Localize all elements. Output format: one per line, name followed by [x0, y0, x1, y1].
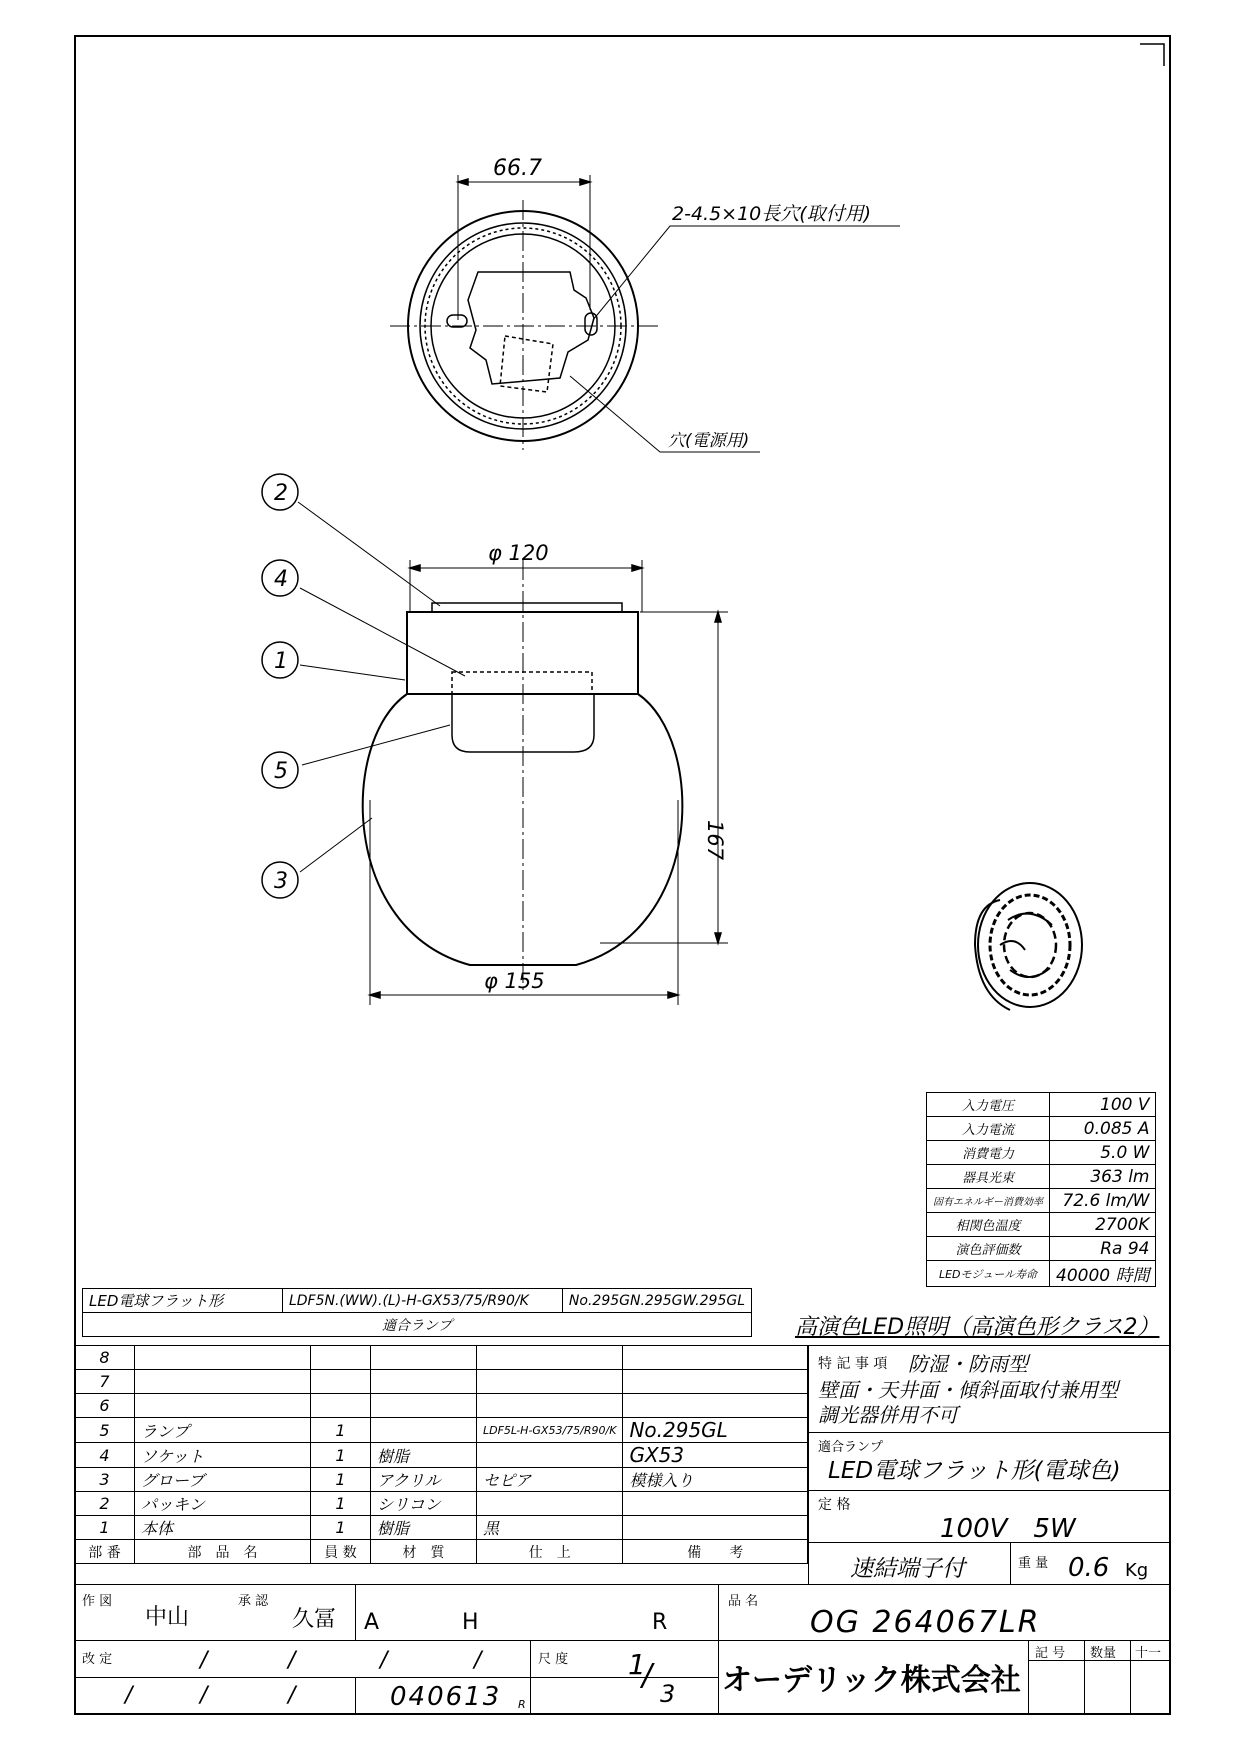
dim-dia-globe: φ 155	[484, 969, 545, 993]
table-row: 7	[75, 1370, 808, 1394]
spec-key: LEDモジュール寿命	[927, 1261, 1050, 1287]
spec-value: 363 lm	[1050, 1165, 1156, 1189]
table-row: 6	[75, 1394, 808, 1418]
rating-label: 定 格	[818, 1497, 851, 1513]
spec-key: 演色評価数	[927, 1237, 1050, 1261]
rev-h: H	[462, 1610, 479, 1635]
slash: /	[380, 1648, 388, 1673]
spec-value: 0.085 A	[1050, 1117, 1156, 1141]
callout-label: 4	[274, 567, 288, 592]
callout-label: 1	[274, 649, 288, 674]
spec-value: 100 V	[1050, 1093, 1156, 1117]
divider	[1084, 1640, 1085, 1715]
date: 040613	[390, 1682, 502, 1712]
parts-table	[74, 1345, 808, 1564]
table-row: 5 ランプ 1 LDF5L-H-GX53/75/R90/K No.295GL	[75, 1418, 808, 1443]
scale-denominator: 3	[660, 1680, 676, 1708]
divider	[808, 1490, 1171, 1491]
divider	[1130, 1640, 1131, 1715]
dim-dia-top: φ 120	[488, 541, 549, 565]
count-label: 数量	[1090, 1646, 1117, 1661]
revise-label: 改 定	[82, 1652, 113, 1667]
spec-table	[926, 1092, 1156, 1287]
slash: /	[288, 1648, 296, 1673]
dim-slot: 2-4.5×10長穴(取付用)	[672, 203, 872, 225]
notes-line3: 調光器併用不可	[818, 1403, 958, 1427]
divider	[355, 1584, 356, 1640]
divider	[74, 1584, 1171, 1585]
draw-label: 作 図	[82, 1594, 113, 1609]
slash: /	[474, 1648, 482, 1673]
spec-value: 2700K	[1050, 1213, 1156, 1237]
spec-value: 40000 時間	[1050, 1261, 1156, 1287]
symbol-label: 記 号	[1035, 1646, 1066, 1661]
callout-label: 2	[274, 481, 288, 506]
spec-value: 5.0 W	[1050, 1141, 1156, 1165]
divider	[808, 1542, 1171, 1543]
callout-label: 3	[274, 869, 288, 894]
lamp-number: No.295GN.295GW.295GL	[562, 1289, 751, 1313]
product-sketch	[975, 883, 1082, 1010]
callout-label: 5	[274, 759, 288, 784]
spec-value: Ra 94	[1050, 1237, 1156, 1261]
date-mark: R	[518, 1698, 526, 1711]
spec-key: 器具光束	[927, 1165, 1050, 1189]
series-title: 高演色LED照明（高演色形クラス2）	[795, 1315, 1160, 1340]
lamp-caption: 適合ランプ	[83, 1313, 752, 1337]
scale-slash: /	[642, 1658, 653, 1693]
slash: /	[288, 1683, 296, 1708]
dim-height: 167	[703, 820, 727, 861]
drawer-name: 中山	[145, 1605, 190, 1630]
divider	[808, 1432, 1171, 1433]
divider	[355, 1677, 356, 1715]
slash: /	[200, 1683, 208, 1708]
spec-key: 相関色温度	[927, 1213, 1050, 1237]
divider	[74, 1345, 1171, 1346]
rating-value: 100V 5W	[940, 1514, 1076, 1544]
notes-line1: 防湿・防雨型	[908, 1352, 1028, 1376]
table-row: 1 本体 1 樹脂 黒	[75, 1516, 808, 1540]
table-header: 部 番 部 品 名 員 数 材 質 仕 上 備 考	[75, 1540, 808, 1564]
divider	[74, 1677, 718, 1678]
lamp-spec: LED電球フラット形(電球色)	[828, 1458, 1121, 1484]
dim-hole: 穴(電源用)	[668, 431, 750, 451]
scale-label: 尺 度	[538, 1652, 569, 1667]
lamp-model: LDF5N.(WW).(L)-H-GX53/75/R90/K	[282, 1289, 562, 1313]
terminal: 速結端子付	[850, 1556, 965, 1582]
notes-label: 特 記 事 項	[818, 1356, 888, 1372]
dim-top-width: 66.7	[493, 156, 542, 181]
divider	[1028, 1640, 1029, 1715]
slash: /	[125, 1683, 133, 1708]
rev-a: A	[364, 1610, 380, 1635]
weight-label: 重 量	[1018, 1556, 1049, 1571]
weight-value: 0.6	[1068, 1553, 1110, 1583]
scale-numerator: 1	[628, 1648, 646, 1681]
spec-key: 入力電流	[927, 1117, 1050, 1141]
table-row: 3 グローブ 1 アクリル セピア 模様入り	[75, 1468, 808, 1492]
divider	[808, 1345, 809, 1585]
spec-key: 入力電圧	[927, 1093, 1050, 1117]
divider	[530, 1640, 531, 1715]
lamp-table	[82, 1288, 752, 1337]
company-name: オーデリック株式会社	[722, 1663, 1021, 1698]
slash: /	[200, 1648, 208, 1673]
spec-value: 72.6 lm/W	[1050, 1189, 1156, 1213]
rev-r: R	[652, 1610, 668, 1635]
divider	[1010, 1542, 1011, 1584]
name-label: 品 名	[728, 1594, 759, 1609]
lamp-label: 適合ランプ	[818, 1440, 884, 1455]
table-row: 4 ソケット 1 樹脂 GX53	[75, 1443, 808, 1468]
weight-unit: Kg	[1125, 1560, 1149, 1581]
notes-line2: 壁面・天井面・傾斜面取付兼用型	[818, 1378, 1118, 1402]
spec-key: 固有エネルギー消費効率	[927, 1189, 1050, 1213]
table-row: 8	[75, 1346, 808, 1370]
approver-name: 久冨	[292, 1607, 337, 1632]
spec-key: 消費電力	[927, 1141, 1050, 1165]
divider	[74, 1640, 1171, 1641]
divider	[718, 1584, 719, 1715]
dash-label: 十一	[1135, 1646, 1162, 1661]
table-row: 2 パッキン 1 シリコン	[75, 1492, 808, 1516]
lamp-type: LED電球フラット形	[83, 1289, 283, 1313]
approve-label: 承 認	[238, 1594, 269, 1609]
product-number: OG 264067LR	[810, 1605, 1041, 1640]
